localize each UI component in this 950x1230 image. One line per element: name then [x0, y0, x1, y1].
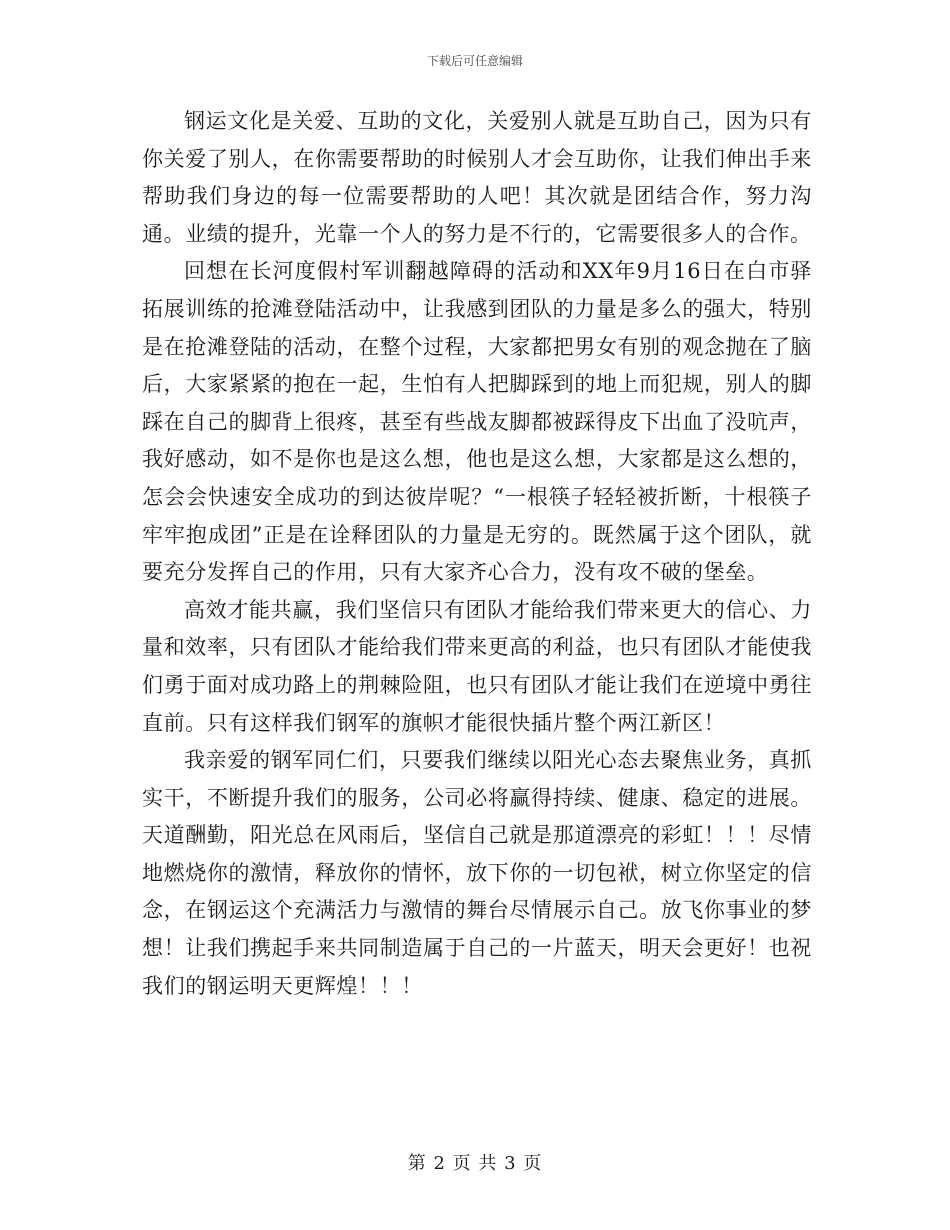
paragraph-4: 我亲爱的钢军同仁们，只要我们继续以阳光心态去聚焦业务，真抓实干，不断提升我们的服务，公司必将赢得持续、健康、稳定的进展。天道酬勤，阳光总在风雨后，坚信自己就是那道漂亮的彩虹！！！尽情地燃烧你的激情，释放你的情怀，放下你的一切包袱，树立你坚定的信念，在钢运这个充满活力与激情的舞台尽情展示自己。放飞你事业的梦想！让我们携起手来共同制造属于自己的一片蓝天，明天会更好！也祝我们的钢运明天更辉煌！！！ [142, 748, 812, 998]
document-body [142, 103, 812, 1005]
paragraph-1: 钢运文化是关爱、互助的文化，关爱别人就是互助自己，因为只有你关爱了别人，在你需要帮助的时候别人才会互助你，让我们伸出手来帮助我们身边的每一位需要帮助的人吧！其次就是团结合作，努力沟通。业绩的提升，光靠一个人的努力是不行的，它需要很多人的合作。 [142, 109, 812, 246]
paragraph-3: 高效才能共赢，我们坚信只有团队才能给我们带来更大的信心、力量和效率，只有团队才能给我们带来更高的利益，也只有团队才能使我们勇于面对成功路上的荆棘险阻，也只有团队才能让我们在逆境中勇往直前。只有这样我们钢军的旗帜才能很快插片整个两江新区！ [142, 597, 812, 735]
page-header-note: 下载后可任意编辑 [426, 54, 523, 68]
page-number: 第 2 页 共 3 页 [407, 1153, 543, 1174]
paragraph-2: 回想在长河度假村军训翻越障碍的活动和XX年9月16日在白市驿拓展训练的抢滩登陆活动中，让我感到团队的力量是多么的强大，特别是在抢滩登陆的活动，在整个过程，大家都把男女有别的观念抛在了脑后，大家紧紧的抱在一起，生怕有人把脚踩到的地上而犯规，别人的脚踩在自己的脚背上很疼，甚至有些战友脚都被踩得皮下出血了没吭声，我好感动，如不是你也是这么想，他也是这么想，大家都是这么想的，怎会会快速安全成功的到达彼岸呢？“一根筷子轻轻被折断，十根筷子牢牢抱成团”正是在诠释团队的力量是无穷的。既然属于这个团队，就要充分发挥自己的作用，只有大家齐心合力，没有攻不破的堡垒。 [142, 259, 812, 585]
